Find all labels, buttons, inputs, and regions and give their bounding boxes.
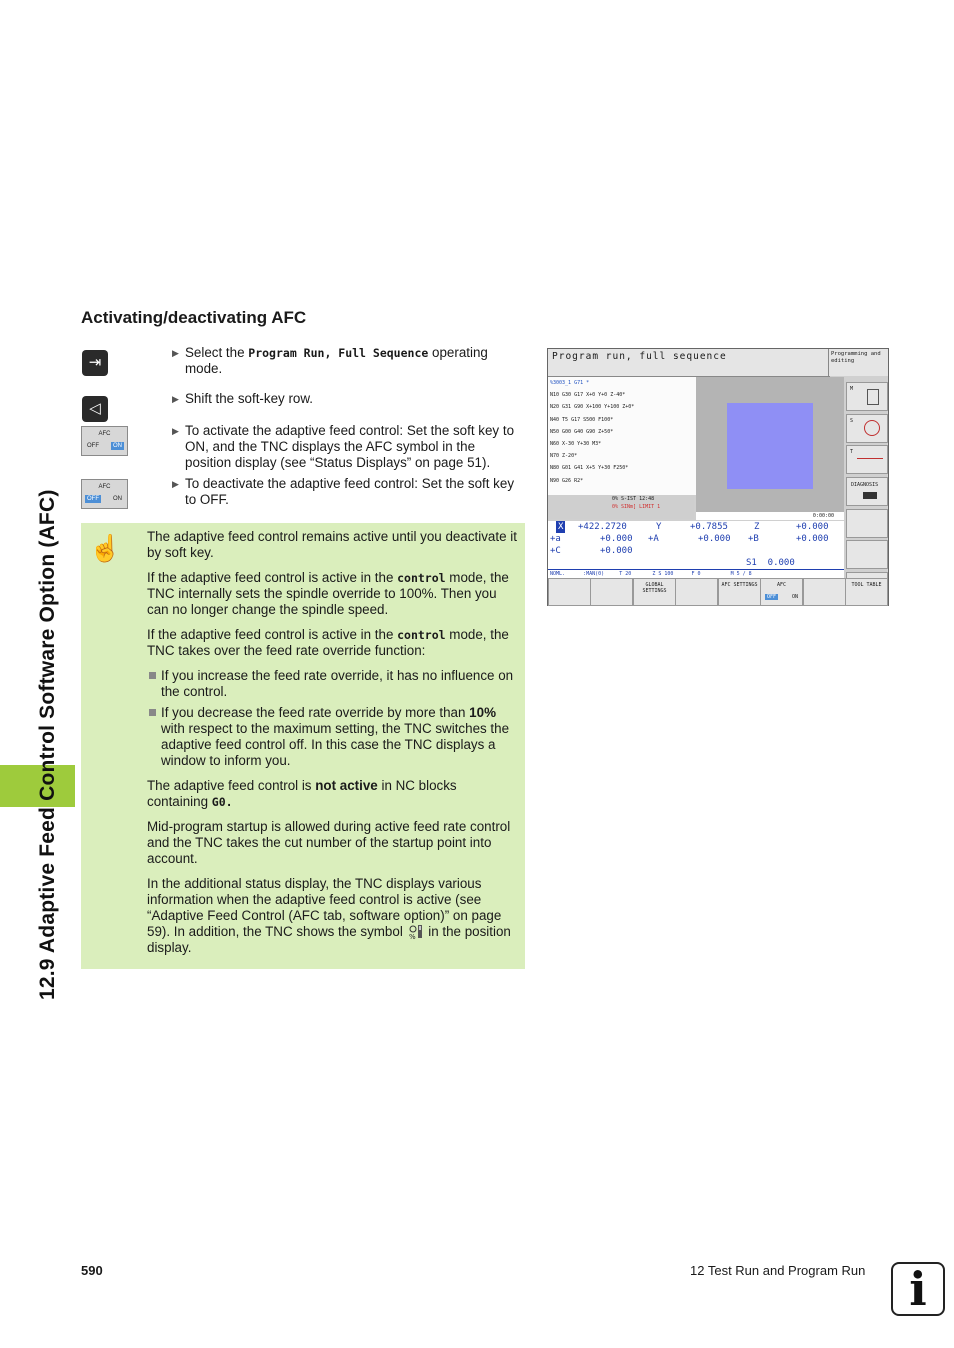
svg-text:%: % [408,933,416,941]
run-time: 0:00:00 [696,512,844,520]
program-run-key-icon: ⇥ [82,350,108,376]
step-3: ▶ To activate the adaptive feed control: Set the soft key to ON, and the TNC displays the AFC symbol in the position display (see “Status Displays” on page 51). [172,423,515,470]
screen-secondary-mode: Programming and editing [828,349,888,376]
workpiece-block [727,403,813,489]
tnc-screenshot [547,348,889,606]
triangle-bullet-icon: ▶ [172,426,179,436]
note-paragraph: If the adaptive feed control is active in the control mode, the TNC takes over the feed rate override function: [147,627,509,658]
note-paragraph: The adaptive feed control is not active in NC blocks containing G0. [147,778,457,809]
section-heading: Activating/deactivating AFC [81,308,307,327]
pointing-hand-icon: ☝ [89,533,122,563]
note-paragraph: In the additional status display, the TNC displays various information when the adaptive feed control is active (see “Adaptive Feed Control (AFC tab, software option)” on page 59). In addition, the TNC shows the symbol % in the position display. [147,876,511,956]
step-1: ▶ Select the Program Run, Full Sequence operating mode. [172,345,488,376]
chapter-footer: 12 Test Run and Program Run [690,1263,866,1278]
note-bullet: If you decrease the feed rate override by more than 10% with respect to the maximum setting, the TNC switches the adaptive feed control off. In this case the TNC displays a window to inform you. [147,705,517,769]
page-number: 590 [81,1263,103,1278]
square-bullet-icon [149,709,156,716]
note-paragraph: If the adaptive feed control is active in the control mode, the TNC internally sets the spindle override to 100%. Then you can no longer change the spindle speed. [147,570,509,617]
afc-off-softkey: AFC OFF ON [81,479,128,509]
mode-line: NOML. :MAN(0) T 20 Z S 100 F 0 M 5 / 8 [548,569,844,578]
screen-mode-title: Program run, full sequence [548,349,830,377]
shift-softkey-row-icon: ◁ [82,396,108,422]
note-bullet: If you increase the feed rate override, it has no influence on the control. [147,668,517,700]
graphics-window [696,377,844,513]
info-icon: i [891,1262,945,1316]
program-listing: %3003_1 G71 * N10 G30 G17 X+0 Y+0 Z-40* N20 G31 G90 X+100 Y+100 Z+0* N40 T5 G17 S500 F100* N50 G00 G40 G90 Z+50* N60 X-30 Y+30 M3* N70 Z-20* N80 G01 G41 X+5 Y+30 F250* N90 G26 R2* [548,377,696,495]
softkey-row: GLOBAL SETTINGS AFC SETTINGS AFC OFF ON TOOL TABLE [548,578,888,605]
afc-symbol-icon [407,924,425,940]
triangle-bullet-icon: ▶ [172,479,179,489]
status-area: 0% S-IST 12:48 0% SINm] LIMIT 1 [548,495,694,519]
position-display: X +422.2720 Y +0.7855 Z +0.000 +a +0.000 +A +0.000 +B +0.000 +C +0.000 S1 0.000 [548,521,844,569]
triangle-bullet-icon: ▶ [172,348,179,358]
step-4: ▶ To deactivate the adaptive feed control: Set the soft key to OFF. [172,476,515,507]
triangle-bullet-icon: ▶ [172,394,179,404]
step-2: ▶ Shift the soft-key row. [172,391,314,406]
note-box [81,523,525,969]
note-paragraph: The adaptive feed control remains active until you deactivate it by soft key. [147,529,517,560]
afc-on-softkey: AFC OFF ON [81,426,128,456]
note-paragraph: Mid-program startup is allowed during active feed rate control and the TNC takes the cut number of the startup point into account. [147,819,511,866]
square-bullet-icon [149,672,156,679]
side-softkeys: M S T DIAGNOSIS [845,377,888,581]
